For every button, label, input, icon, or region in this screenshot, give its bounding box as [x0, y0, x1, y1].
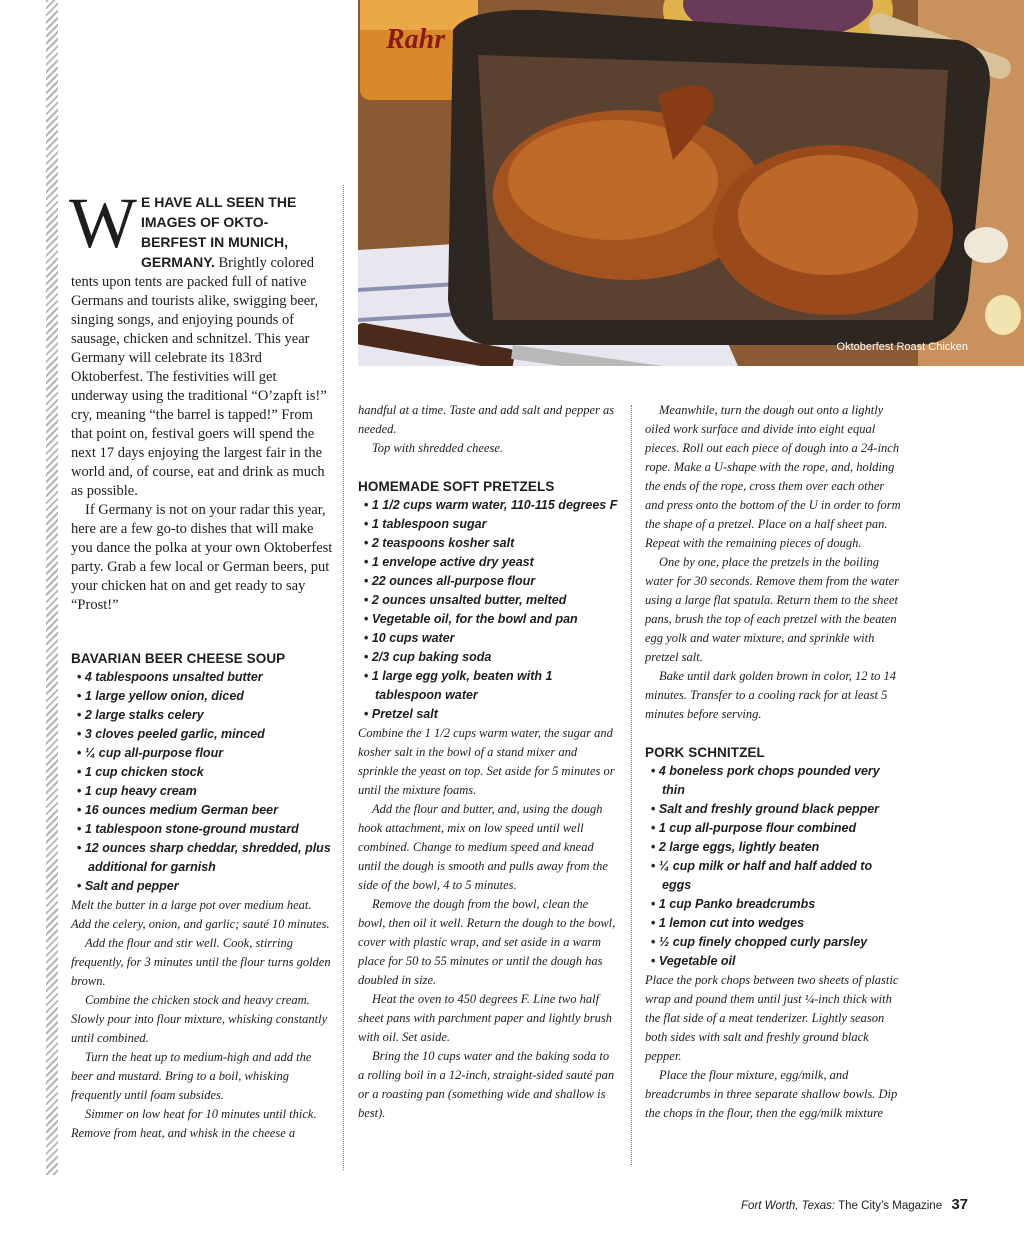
ingredient-item: • 12 ounces sharp cheddar, shredded, plus additional for garnish [77, 839, 333, 877]
instruction-step: Place the pork chops between two sheets of plastic wrap and pound them until just ¼-inch thick with the flat side of a meat tenderizer. Lightly season both sides with salt and freshly ground black pepper. [645, 973, 899, 1063]
instructions [358, 724, 618, 1123]
ingredient-item: • 1 large egg yolk, beaten with 1 tablespoon water [364, 667, 618, 705]
recipe-title-pretzels: HOMEMADE SOFT PRETZELS [358, 479, 555, 494]
instruction-step: Bring the 10 cups water and the baking soda to a rolling boil in a 12-inch, straight-sided sauté pan or a roasting pan (something wide and shallow is best). [358, 1049, 615, 1120]
ingredient-item: • Vegetable oil [651, 952, 903, 971]
ingredient-item: • 1 large yellow onion, diced [77, 687, 333, 706]
column-3 [645, 401, 903, 1123]
ingredient-item: • Salt and pepper [77, 877, 333, 896]
ingredient-item: • Pretzel salt [364, 705, 618, 724]
ingredient-item: • 1 cup chicken stock [77, 763, 333, 782]
instructions-continued [358, 401, 618, 458]
instruction-step: Add the flour and stir well. Cook, stirring frequently, for 3 minutes until the flour turns golden brown. [71, 936, 331, 988]
intro-lead: E HAVE ALL SEEN THE IMAGES OF OKTO-BERFEST IN MUNICH, GERMANY. [140, 194, 297, 270]
drop-cap: W [69, 183, 137, 263]
ingredient-item: • 1 cup all-purpose flour combined [651, 819, 903, 838]
footer-city: Fort Worth, Texas: [740, 1200, 836, 1212]
column-1 [69, 183, 333, 1143]
decorative-stripe [46, 0, 58, 1175]
ingredient-item: • 2/3 cup baking soda [364, 648, 618, 667]
instruction-step: Remove the dough from the bowl, clean the bowl, then oil it well. Return the dough to the bowl, cover with plastic wrap, and set aside in a warm place for 50 to 55 minutes or until the dough has doubled in size. [358, 897, 616, 987]
column-divider [343, 185, 344, 1170]
ingredient-item: • 2 large stalks celery [77, 706, 333, 725]
ingredient-item: • 10 cups water [364, 629, 618, 648]
instructions [71, 896, 333, 1143]
instruction-step: Top with shredded cheese. [372, 441, 504, 455]
ingredient-list [645, 762, 903, 971]
ingredient-item: • 1 cup Panko breadcrumbs [651, 895, 903, 914]
ingredient-item: • 1 1/2 cups warm water, 110-115 degrees F [364, 496, 618, 515]
ingredient-item: • 2 ounces unsalted butter, melted [364, 591, 618, 610]
ingredient-item: • 2 teaspoons kosher salt [364, 534, 618, 553]
instruction-step: Add the flour and butter, and, using the dough hook attachment, mix on low speed until well combined. Change to medium speed and knead until the dough is smooth and pulls away from the side of the bowl, 4 to 5 minutes. [358, 802, 608, 892]
instruction-step: Turn the heat up to medium-high and add the beer and mustard. Bring to a boil, whisking frequently until foam subsides. [71, 1050, 312, 1102]
instruction-step: Heat the oven to 450 degrees F. Line two half sheet pans with parchment paper and lightly brush with oil. Set aside. [358, 992, 613, 1044]
instruction-step: Simmer on low heat for 10 minutes until thick. Remove from heat, and whisk in the cheese a [71, 1107, 317, 1140]
ingredient-item: • ¼ cup all-purpose flour [77, 744, 333, 763]
instructions [645, 971, 903, 1123]
column-2 [358, 401, 618, 1123]
instruction-step: Melt the butter in a large pot over medium heat. Add the celery, onion, and garlic; sauté 10 minutes. [71, 898, 330, 931]
ingredient-item: • ¼ cup milk or half and half added to eggs [651, 857, 903, 895]
ingredient-item: • 1 cup heavy cream [77, 782, 333, 801]
instruction-step: Bake until dark golden brown in color, 12 to 14 minutes. Transfer to a cooling rack for at least 5 minutes before serving. [645, 669, 897, 721]
ingredient-item: • ½ cup finely chopped curly parsley [651, 933, 903, 952]
instruction-step: handful at a time. Taste and add salt and pepper as needed. [358, 403, 615, 436]
recipe-title-schnitzel: PORK SCHNITZEL [645, 745, 765, 760]
photo-caption: Oktoberfest Roast Chicken [836, 341, 968, 353]
ingredient-item: • 1 tablespoon sugar [364, 515, 618, 534]
intro-paragraph: Brightly colored tents upon tents are packed full of native Germans and tourists alike, swigging beer, singing songs, and enjoying pounds of sausage, chicken and schnitzel. This year Germany will celebrate its 183rd Oktoberfest. The festivities will get underway using the traditional “O’zapft is!” cry, meaning “the barrel is tapped!” From that point on, festival goers will spend the next 17 days enjoying the largest fair in the world and, of course, eat and drink as much as possible. [71, 255, 327, 499]
roast-chicken-illustration [358, 0, 1024, 366]
instructions-continued [645, 401, 903, 724]
ingredient-item: • 4 tablespoons unsalted butter [77, 668, 333, 687]
ingredient-item: • 1 tablespoon stone-ground mustard [77, 820, 333, 839]
intro-paragraph-2: If Germany is not on your radar this year, here are a few go-to dishes that will make you dance the polka at your own Oktoberfest party. Grab a few local or German beers, put your chicken hat on and get ready to say “Prost!” [71, 502, 333, 613]
page-number: 37 [951, 1196, 968, 1213]
page-footer [741, 1196, 968, 1213]
instruction-step: Combine the chicken stock and heavy cream. Slowly pour into flour mixture, whisking constantly until combined. [71, 993, 328, 1045]
recipe-title-soup: BAVARIAN BEER CHEESE SOUP [71, 651, 286, 666]
instruction-step: Meanwhile, turn the dough out onto a lightly oiled work surface and divide into eight equal pieces. Roll out each piece of dough into a 24-inch rope. Make a U-shape with the rope, and, holding the ends of the rope, cross them over each other and press onto the bottom of the U in order to form the shape of a pretzel. Place on a half sheet pan. Repeat with the remaining pieces of dough. [645, 403, 901, 550]
ingredient-item: • Salt and freshly ground black pepper [651, 800, 903, 819]
intro [69, 183, 333, 615]
column-divider [631, 405, 632, 1165]
ingredient-item: • 1 lemon cut into wedges [651, 914, 903, 933]
instruction-step: Place the flour mixture, egg/milk, and breadcrumbs in three separate shallow bowls. Dip the chops in the flour, then the egg/milk mixture [645, 1068, 898, 1120]
svg-text:Rahr: Rahr [386, 24, 446, 55]
ingredient-item: • 22 ounces all-purpose flour [364, 572, 618, 591]
ingredient-list [71, 668, 333, 896]
instruction-step: One by one, place the pretzels in the boiling water for 30 seconds. Remove them from the water using a large flat spatula. Return them to the sheet pans, brush the top of each pretzel with the beaten egg yolk and water mixture, and sprinkle with pretzel salt. [645, 555, 900, 664]
ingredient-item: • 1 envelope active dry yeast [364, 553, 618, 572]
ingredient-item: • 16 ounces medium German beer [77, 801, 333, 820]
ingredient-list [358, 496, 618, 724]
hero-photo [358, 0, 1024, 366]
ingredient-item: • 3 cloves peeled garlic, minced [77, 725, 333, 744]
instruction-step: Combine the 1 1/2 cups warm water, the sugar and kosher salt in the bowl of a stand mixer and sprinkle the yeast on top. Set aside for 5 minutes or until the mixture foams. [358, 726, 615, 797]
ingredient-item: • 4 boneless pork chops pounded very thin [651, 762, 903, 800]
ingredient-item: • 2 large eggs, lightly beaten [651, 838, 903, 857]
footer-magazine: The City’s Magazine [838, 1200, 943, 1212]
ingredient-item: • Vegetable oil, for the bowl and pan [364, 610, 618, 629]
